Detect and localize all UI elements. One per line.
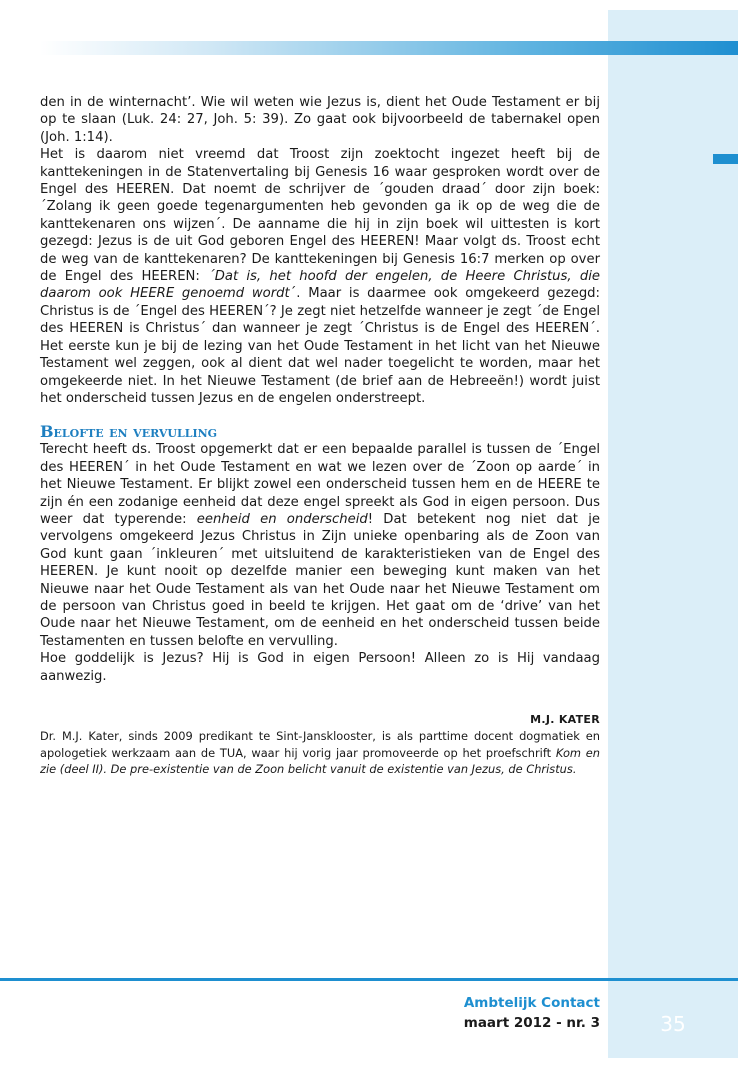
footer-rule bbox=[0, 978, 738, 981]
paragraph-4: Hoe goddelijk is Jezus? Hij is God in eigen Persoon! Alleen zo is Hij vandaag aanwezig. bbox=[40, 651, 600, 684]
author-bio bbox=[40, 728, 600, 778]
paragraph-3 bbox=[40, 441, 600, 650]
header-gradient-bar bbox=[40, 41, 738, 55]
paragraph-2-text-b: ´. Maar is daarmee ook omgekeerd gezegd: Christus is de ´Engel des HEEREN´? Je zegt niet hetzelfde wanneer je zegt ´de Engel des HEEREN is Christus´ dan wanneer je zegt ´Christus is de Engel des HEEREN´. Het eerste kun je bij de lezing van het Oude Testament in het licht van het Nieuwe Testament wel zeggen, ook al dient dat wel nader toegelicht te worden, maar het omgekeerde niet. In het Nieuwe Testament (de brief aan de Hebreeën!) wordt juist het onderscheid tussen Jezus en de engelen onderstreept. bbox=[40, 286, 600, 406]
paragraph-2-quote: ´Dat is, het hoofd der engelen, de Heere Christus, die daarom ook HEERE genoemd wordt bbox=[40, 269, 600, 302]
author-bio-text: Dr. M.J. Kater, sinds 2009 predikant te Sint-Jansklooster, is als parttime docent dogmatiek en apologetiek werkzaam aan de TUA, waar hij vorig jaar promoveerde op het proefschrift bbox=[40, 729, 600, 760]
paragraph-3-emphasis: eenheid en onderscheid bbox=[196, 511, 368, 527]
sidebar-accent-tab bbox=[713, 154, 738, 164]
issue-label: maart 2012 - nr. 3 bbox=[463, 1015, 600, 1031]
page-sidebar bbox=[608, 10, 738, 1058]
page-number: 35 bbox=[660, 1012, 686, 1036]
paragraph-2 bbox=[40, 146, 600, 407]
author-bio-title: Kom en zie (deel II). De pre-existentie van de Zoon belicht vanuit de existentie van Jezus, de Christus. bbox=[40, 745, 600, 777]
paragraph-3-text-a: Terecht heeft ds. Troost opgemerkt dat er een bepaalde parallel is tussen de ´Engel des HEEREN´ in het Oude Testament en wat we lezen over de ´Zoon op aarde´ in het Nieuwe Testament. Er blijkt zowel een onderscheid tussen hem en de HEERE te zijn én een zodanige eenheid dat deze engel spreekt als God in eigen persoon. Dus weer dat typerende: bbox=[40, 442, 600, 527]
paragraph-2-text-a: Het is daarom niet vreemd dat Troost zijn zoektocht ingezet heeft bij de kanttekeningen in de Statenvertaling bij Genesis 16 waar gesproken wordt over de Engel des HEEREN. Dat noemt de schrijver de ´gouden draad´ door zijn boek: ´Zolang ik geen goede tegenargumenten heb gevonden ga ik op de weg die de kanttekenaren ons wijzen´. De aanname die hij in zijn boek wil uittesten is kort gezegd: Jezus is de uit God geboren Engel des HEEREN! Maar volgt ds. Troost echt de weg van de kanttekenaren? De kanttekeningen bij Genesis 16:7 merken op over de Engel des HEEREN: bbox=[40, 147, 600, 285]
paragraph-3-text-b: ! Dat betekent nog niet dat je vervolgens omgekeerd Jezus Christus in Zijn unieke openbaring als de Zoon van God kunt gaan ´inkleuren´ met uitsluitend de karakteristieken van de Engel des HEEREN. Je kunt nooit op dezelfde manier een beweging kunt maken van het Nieuwe naar het Oude Testament als van het Oude naar het Nieuwe Testament om de persoon van Christus goed in beeld te krijgen. Het gaat om de ‘drive’ van het Oude naar het Nieuwe Testament, om de eenheid en het onderscheid tussen beide Testamenten en tussen belofte en vervulling. bbox=[40, 511, 600, 649]
paragraph-1: den in de winternacht’. Wie wil weten wie Jezus is, dient het Oude Testament er bij op te slaan (Luk. 24: 27, Joh. 5: 39). Zo gaat ook bijvoorbeeld de tabernakel open (Joh. 1:14). bbox=[40, 95, 600, 145]
author-signature: M.J. KATER bbox=[530, 713, 600, 726]
section-heading: Belofte en vervulling bbox=[40, 422, 218, 442]
article-body bbox=[40, 94, 600, 778]
magazine-title: Ambtelijk Contact bbox=[463, 995, 600, 1011]
